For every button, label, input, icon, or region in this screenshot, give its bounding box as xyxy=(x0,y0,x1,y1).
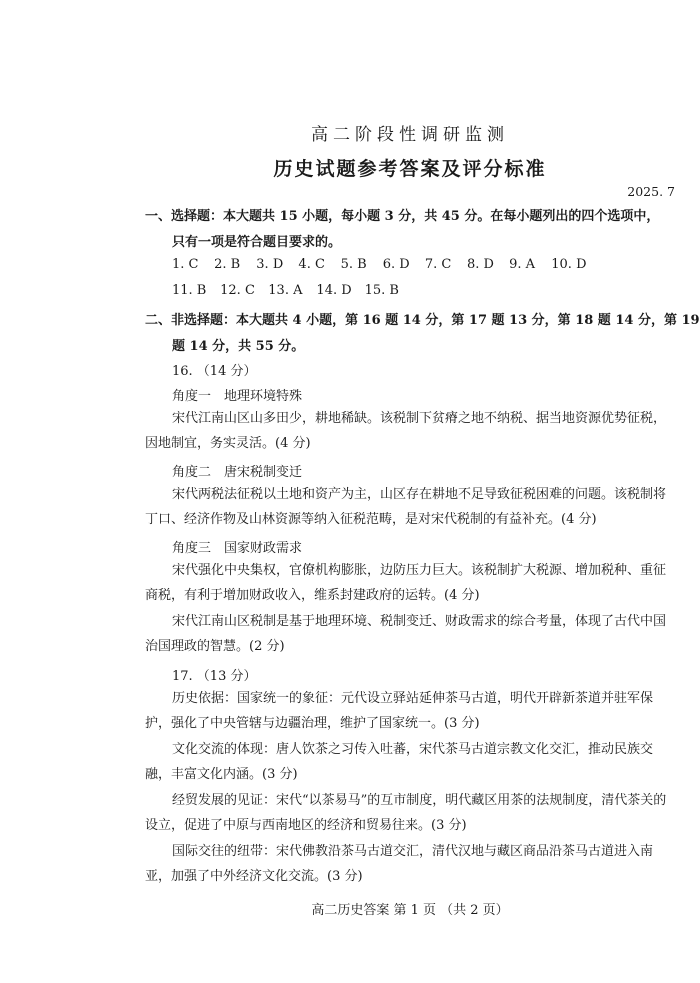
q16-angle1-title: 角度一 地理环境特殊 xyxy=(172,389,303,404)
q16-angle3-text: 宋代强化中央集权，官僚机构膨胀，边防压力巨大。该税制扩大税源、增加税种、重征商税，有利于增加财政收入，维系封建政府的运转。(4 分) xyxy=(145,563,667,603)
q17-label: 17. （13 分） xyxy=(172,669,257,684)
section1-heading-line1: 一、选择题：本大题共 15 小题，每小题 3 分，共 45 分。在每小题列出的四个选项中， xyxy=(145,209,660,224)
q16-label: 16. （14 分） xyxy=(172,364,257,379)
q16-angle1-text: 宋代江南山区山多田少，耕地稀缺。该税制下贫瘠之地不纳税、据当地资源优势征税，因地制宜，务实灵活。(4 分) xyxy=(145,411,667,451)
q17-paragraph-1: 历史依据：国家统一的象征：元代设立驿站延伸茶马古道，明代开辟新茶道并驻军保护，强化了中央管辖与边疆治理，维护了国家统一。(3 分) xyxy=(145,691,654,731)
page-footer: 高二历史答案 第 1 页 （共 2 页） xyxy=(311,903,509,918)
answer-item: 11. B xyxy=(172,283,207,298)
answer-item: 9. A xyxy=(509,257,536,272)
q17-paragraph-2: 文化交流的体现：唐人饮茶之习传入吐蕃，宋代茶马古道宗教文化交汇，推动民族交融，丰富文化内涵。(3 分) xyxy=(145,742,654,782)
answer-item: 15. B xyxy=(364,283,399,298)
answer-item: 13. A xyxy=(268,283,303,298)
answers-row1 xyxy=(172,257,587,272)
exam-subtitle: 高二阶段性调研监测 xyxy=(311,125,509,145)
q16-angle2-title: 角度二 唐宋税制变迁 xyxy=(172,465,303,480)
page-title: 历史试题参考答案及评分标准 xyxy=(273,158,547,180)
answer-item: 10. D xyxy=(551,257,587,272)
section1-heading-line2: 只有一项是符合题目要求的。 xyxy=(172,235,342,250)
section2-heading-line1: 二、非选择题：本大题共 4 小题，第 16 题 14 分，第 17 题 13 分，第 18 题 14 分，第 19 xyxy=(145,313,700,328)
answer-item: 12. C xyxy=(220,283,255,298)
answer-item: 6. D xyxy=(382,257,410,272)
answer-item: 4. C xyxy=(298,257,325,272)
answer-item: 7. C xyxy=(424,257,452,272)
answers-row2 xyxy=(172,283,399,298)
answer-item: 1. C xyxy=(172,257,199,272)
answer-item: 8. D xyxy=(466,257,494,272)
answer-item: 3. D xyxy=(256,257,284,272)
answer-item: 5. B xyxy=(340,257,367,272)
q16-summary: 宋代江南山区税制是基于地理环境、税制变迁、财政需求的综合考量，体现了古代中国治国理政的智慧。(2 分) xyxy=(145,614,667,654)
answer-item: 2. B xyxy=(214,257,241,272)
section2-heading-line2: 题 14 分，共 55 分。 xyxy=(172,339,305,354)
q16-angle2-text: 宋代两税法征税以土地和资产为主，山区存在耕地不足导致征税困难的问题。该税制将丁口、经济作物及山林资源等纳入征税范畴，是对宋代税制的有益补充。(4 分) xyxy=(145,487,667,527)
exam-date: 2025. 7 xyxy=(627,184,675,199)
q17-paragraph-4: 国际交往的纽带：宋代佛教沿茶马古道交汇，清代汉地与藏区商品沿茶马古道进入南亚，加强了中外经济文化交流。(3 分) xyxy=(145,844,654,884)
answer-item: 14. D xyxy=(316,283,352,298)
q17-paragraph-3: 经贸发展的见证：宋代“以茶易马”的互市制度，明代藏区用茶的法规制度，清代茶关的设立，促进了中原与西南地区的经济和贸易往来。(3 分) xyxy=(145,793,667,833)
q16-angle3-title: 角度三 国家财政需求 xyxy=(172,541,303,556)
